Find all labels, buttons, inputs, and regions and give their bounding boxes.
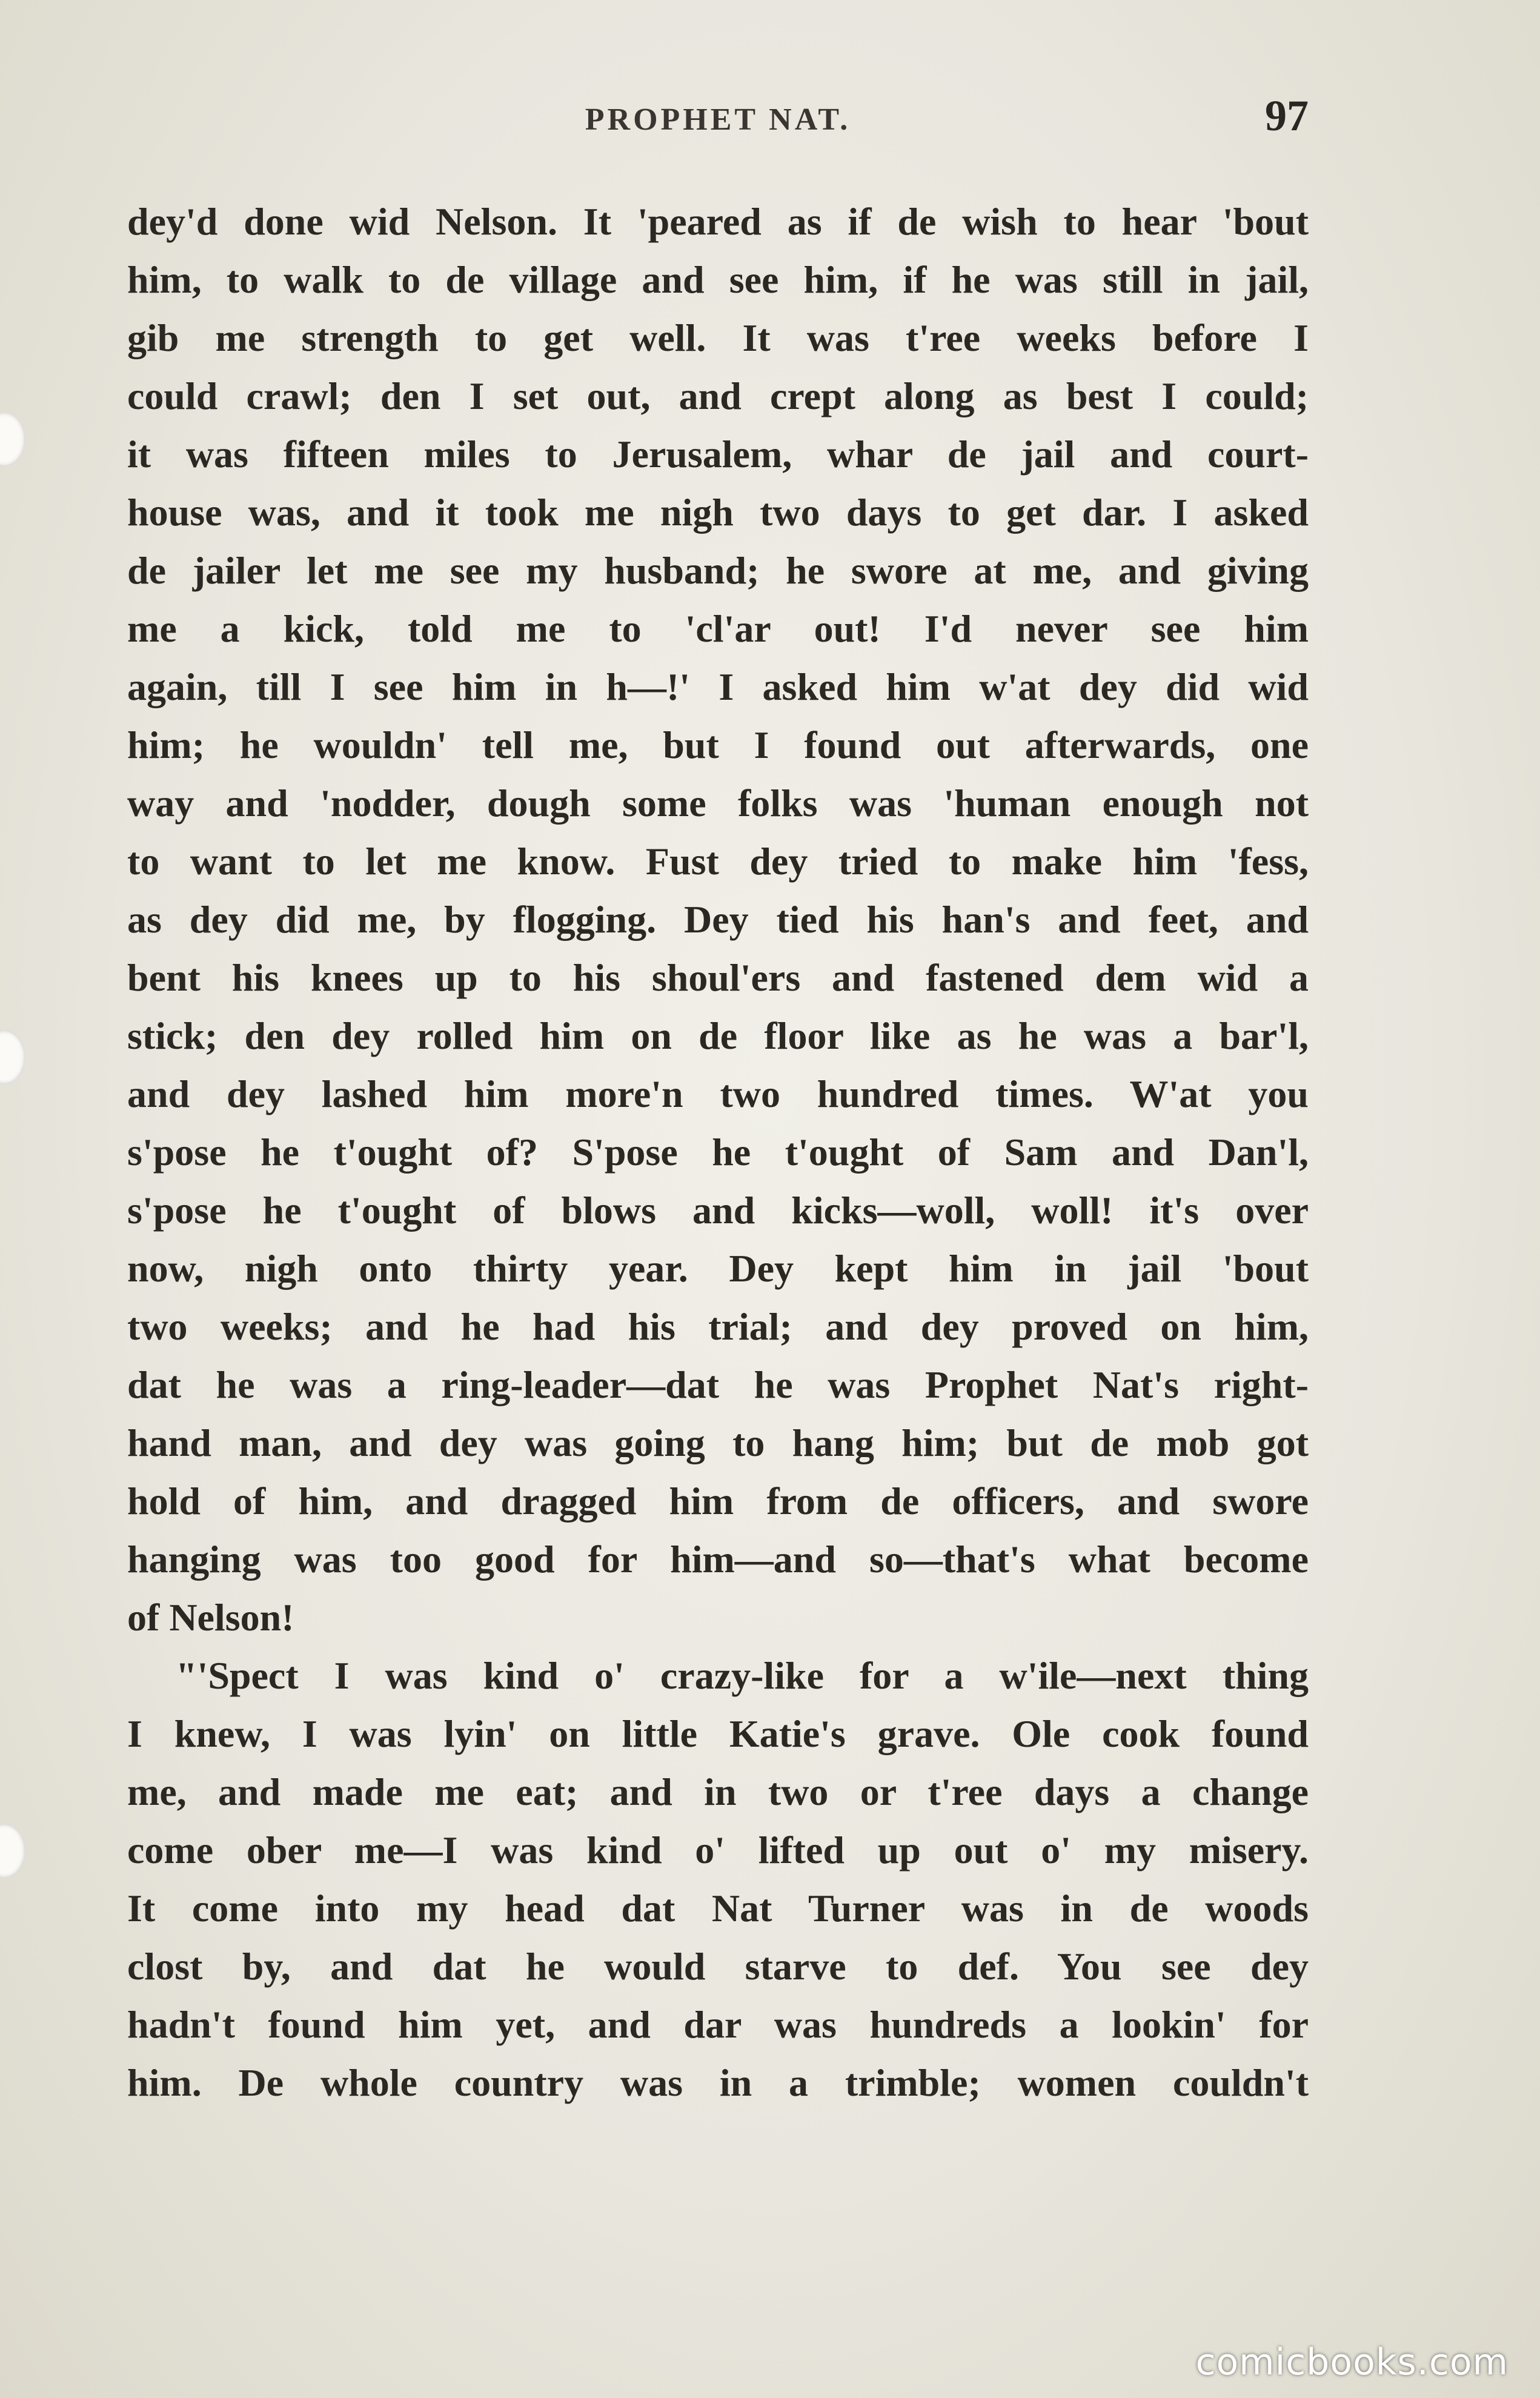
text-line: It come into my head dat Nat Turner was in de woods — [127, 1887, 1309, 1930]
binding-hole — [0, 412, 25, 467]
text-line: way and 'nodder, dough some folks was 'human enough not — [127, 782, 1309, 825]
text-line: s'pose he t'ought of? S'pose he t'ought of Sam and Dan'l, — [127, 1131, 1309, 1174]
text-line: house was, and it took me nigh two days to get dar. I asked — [127, 491, 1309, 534]
text-line: again, till I see him in h—!' I asked him w'at dey did wid — [127, 665, 1309, 708]
text-line: I knew, I was lyin' on little Katie's grave. Ole cook found — [127, 1712, 1309, 1755]
binding-hole — [0, 1824, 25, 1878]
text-line: dey'd done wid Nelson. It 'peared as if de wish to hear 'bout — [127, 200, 1309, 243]
text-line: hand man, and dey was going to hang him; but de mob got — [127, 1421, 1309, 1464]
text-line: hanging was too good for him—and so—that's what become — [127, 1538, 1309, 1581]
text-line: and dey lashed him more'n two hundred times. W'at you — [127, 1072, 1309, 1115]
text-line: him, to walk to de village and see him, if he was still in jail, — [127, 258, 1309, 301]
binding-hole — [0, 1030, 25, 1084]
text-line: as dey did me, by flogging. Dey tied his han's and feet, and — [127, 898, 1309, 941]
text-line: hold of him, and dragged him from de officers, and swore — [127, 1480, 1309, 1523]
text-line: come ober me—I was kind o' lifted up out o' my misery. — [127, 1828, 1309, 1872]
text-line: to want to let me know. Fust dey tried to make him 'fess, — [127, 840, 1309, 883]
text-line: s'pose he t'ought of blows and kicks—woll, woll! it's over — [127, 1189, 1309, 1232]
text-line: could crawl; den I set out, and crept along as best I could; — [127, 374, 1309, 417]
text-line: now, nigh onto thirty year. Dey kept him in jail 'bout — [127, 1247, 1309, 1290]
text-line: two weeks; and he had his trial; and dey proved on him, — [127, 1305, 1309, 1348]
text-line: "'Spect I was kind o' crazy-like for a w'ile—next thing — [176, 1654, 1309, 1697]
text-line: clost by, and dat he would starve to def. You see dey — [127, 1945, 1309, 1988]
text-line: dat he was a ring-leader—dat he was Prophet Nat's right- — [127, 1363, 1309, 1406]
page-number: 97 — [1265, 91, 1309, 140]
text-line: me a kick, told me to 'cl'ar out! I'd never see him — [127, 607, 1309, 650]
text-line: stick; den dey rolled him on de floor like as he was a bar'l, — [127, 1014, 1309, 1057]
text-line: bent his knees up to his shoul'ers and fastened dem wid a — [127, 956, 1309, 999]
text-line: it was fifteen miles to Jerusalem, whar de jail and court- — [127, 433, 1309, 476]
text-line: me, and made me eat; and in two or t'ree days a change — [127, 1770, 1309, 1813]
text-line: gib me strength to get well. It was t'ree weeks before I — [127, 316, 1309, 359]
text-line: hadn't found him yet, and dar was hundreds a lookin' for — [127, 2003, 1309, 2046]
body-text — [127, 193, 1309, 2112]
text-line: him; he wouldn' tell me, but I found out afterwards, one — [127, 723, 1309, 766]
text-line: of Nelson! — [127, 1596, 294, 1639]
page-header — [127, 91, 1309, 151]
text-line: him. De whole country was in a trimble; women couldn't — [127, 2061, 1309, 2104]
watermark-text: comicbooks.com — [1195, 2341, 1508, 2383]
running-head: PROPHET NAT. — [585, 102, 851, 137]
text-line: de jailer let me see my husband; he swore at me, and giving — [127, 549, 1309, 592]
